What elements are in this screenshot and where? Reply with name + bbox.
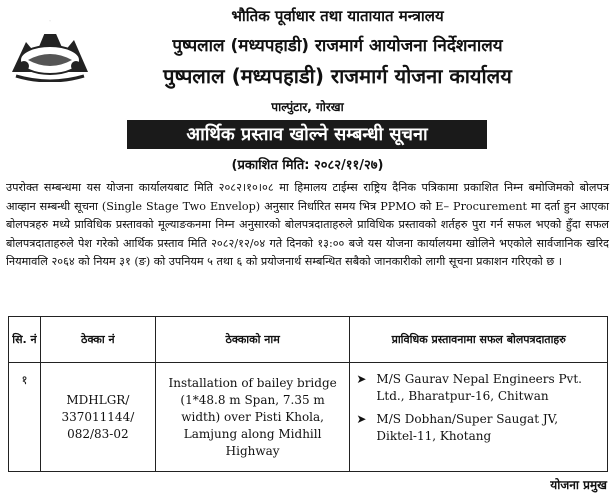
signature-title: योजना प्रमुख <box>550 478 607 492</box>
row-bidders <box>350 363 608 472</box>
bidder-item <box>356 411 601 445</box>
arrow-bullet-icon: ➤ <box>356 412 367 426</box>
letterhead <box>0 0 615 140</box>
bidder-name: M/S Gaurav Nepal Engineers Pvt. Ltd., Bharatpur-16, Chitwan <box>376 372 582 403</box>
col-header-bidders: प्राविधिक प्रस्तावनामा सफल बोलपत्रदाताहरु <box>350 317 608 363</box>
notice-body: उपरोक्त सम्बन्धमा यस योजना कार्यालयबाट मिति २०८२।१०।०८ मा हिमालय टाईम्स राष्ट्रिय दैनिक पत्रिकामा प्रकाशित निम्न बमोजिमको बोलपत्र आव्हान सम्बन्धी सूचना (Single Stage Two Envelop) अनुसार निर्धारित समय भित्र PPMO को E– Procurement मा दर्ता हुन आएका बोलपत्रहरु मध्ये प्राविधिक प्रस्तावको मूल्याङकनमा निम्न अनुसारको बोलपत्रदाताहरुले प्राविधिक प्रस्तावको शर्तहरु पुरा गर्न सफल भएको हुँदा सफल बोलपत्रदाताहरुले पेश गरेको आर्थिक प्रस्ताव मिति २०८२/१२/०४ गते दिनको १३:०० बजे यस योजना कार्यालयमा खोलिने भएकोले सार्वजानिक खरिद नियमावलि २०६४ को नियम ३१ (ङ) को उपनियम ५ तथा ६ को प्रयोजनार्थ सम्बन्धित सबैको जानकारीको लागी सूचना प्रकाशन गरिएको छ । <box>6 181 609 268</box>
ministry-name: भौतिक पूर्वाधार तथा यातायात मन्त्रालय <box>231 7 444 25</box>
office-location: पाल्पुंटार, गोरखा <box>271 100 344 114</box>
bid-table <box>8 316 608 472</box>
bidder-item <box>356 371 601 405</box>
directorate-name: पुष्पलाल (मध्यपहाडी) राजमार्ग आयोजना निर्देशनालय <box>172 36 503 56</box>
table-row <box>9 363 608 472</box>
contract-no-line: 082/83-02 <box>67 426 129 441</box>
contract-no-line: MDHLGR/ <box>66 392 130 407</box>
col-header-sn: सि. नं <box>9 317 41 363</box>
published-date: (प्रकाशित मिति: २०८२/११/२७) <box>231 158 384 173</box>
col-header-contract-name: ठेक्काको नाम <box>155 317 350 363</box>
row-sn: १ <box>9 363 41 472</box>
arrow-bullet-icon: ➤ <box>356 372 367 386</box>
office-name: पुष्पलाल (मध्यपहाडी) राजमार्ग योजना कार्यालय <box>163 64 512 88</box>
bidder-name: M/S Dobhan/Super Saugat JV, Diktel-11, Khotang <box>376 412 559 443</box>
col-header-contract-no: ठेक्का नं <box>40 317 155 363</box>
notice-title: आर्थिक प्रस्ताव खोल्ने सम्बन्धी सूचना <box>127 120 487 149</box>
contract-no-line: 337011144/ <box>61 409 135 424</box>
table-header-row <box>9 317 608 363</box>
row-contract-name: Installation of bailey bridge (1*48.8 m Span, 7.35 m width) over Pisti Khola, Lamjung along Midhill Highway <box>155 363 350 472</box>
row-contract-no <box>40 363 155 472</box>
